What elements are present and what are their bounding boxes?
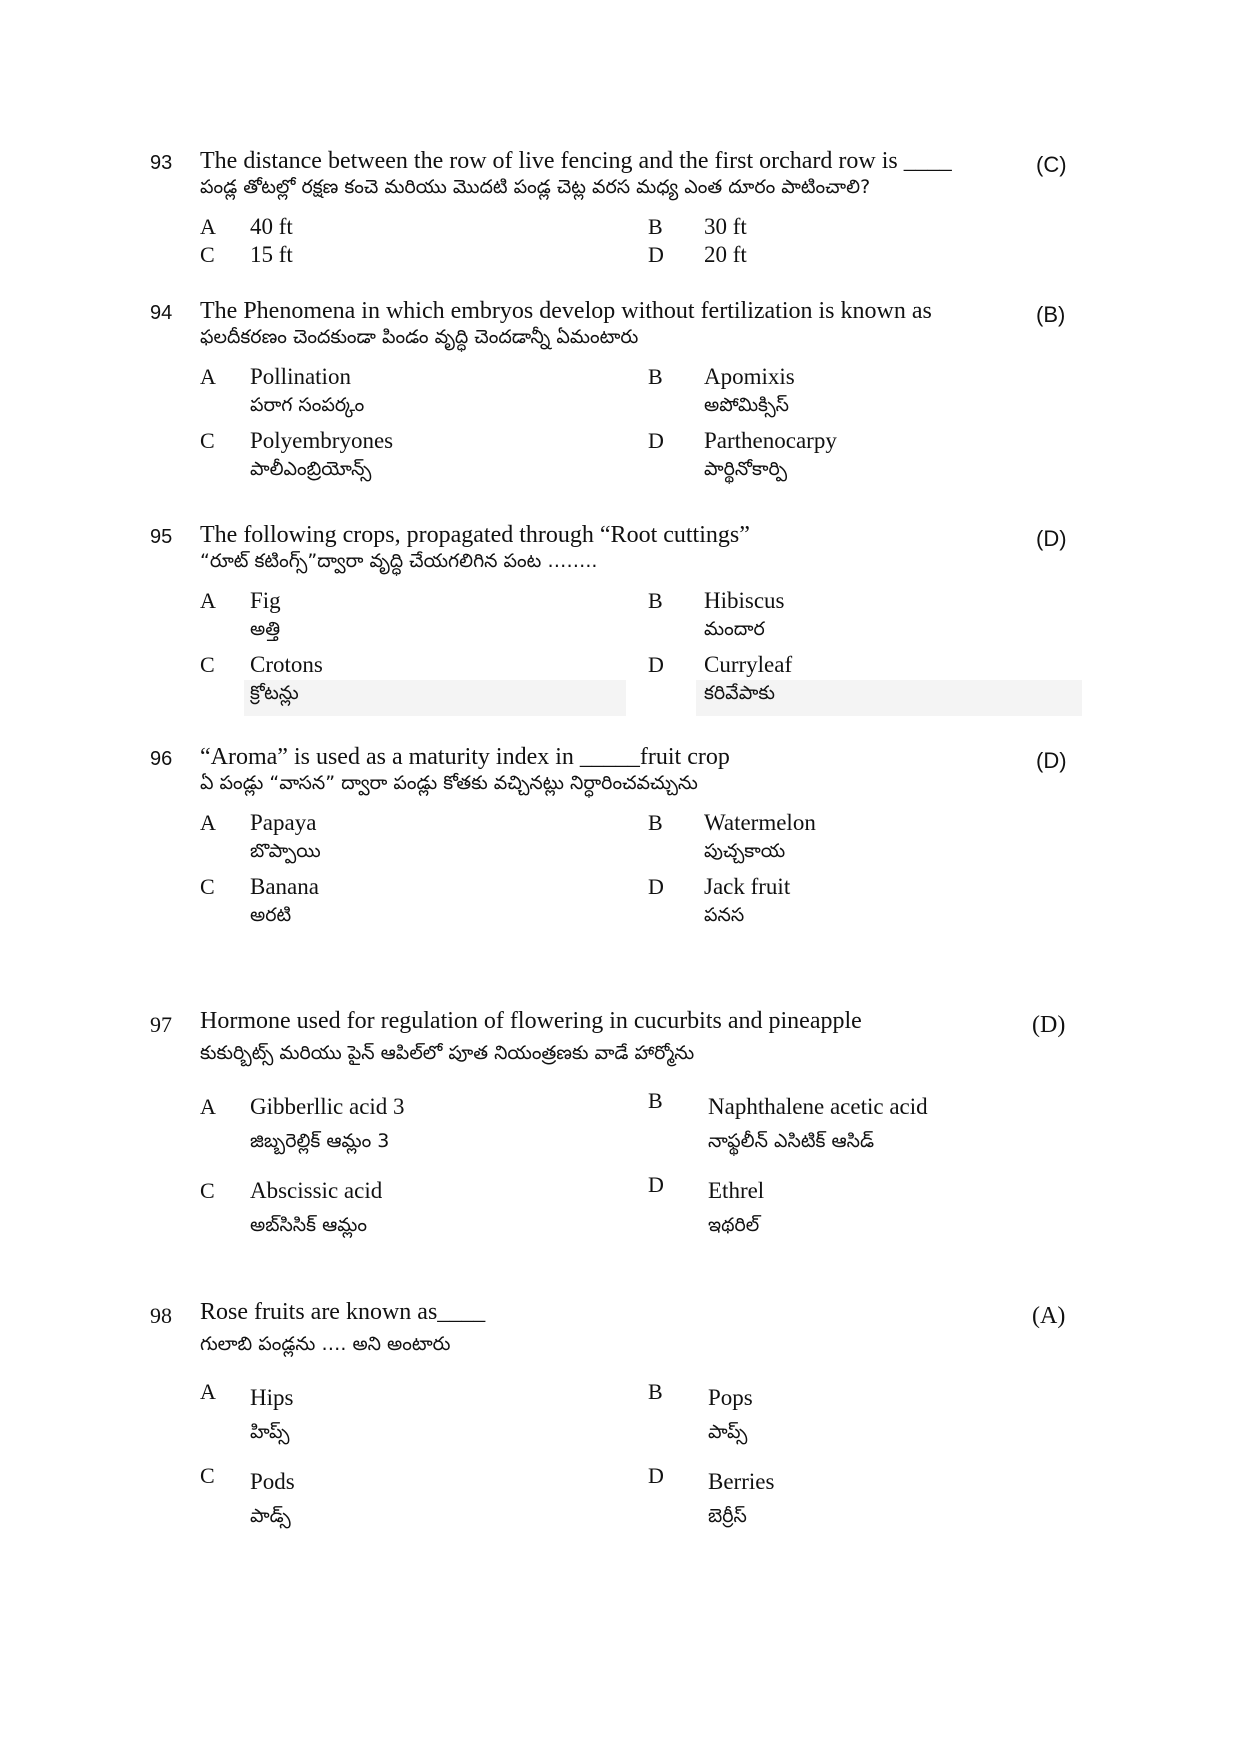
option-c-text: Pods bbox=[250, 1469, 295, 1494]
question-text: Rose fruits are known as____ bbox=[200, 1299, 486, 1325]
option-c-letter: C bbox=[200, 428, 215, 453]
answer-key: (B) bbox=[1036, 302, 1066, 327]
option-a-text: Papaya bbox=[250, 810, 317, 835]
option-b-letter: B bbox=[648, 364, 663, 389]
option-d-letter: D bbox=[648, 428, 664, 453]
question-number: 98 bbox=[150, 1303, 172, 1328]
option-d-text: Parthenocarpy bbox=[704, 428, 837, 453]
option-d-text: Berries bbox=[708, 1469, 775, 1494]
option-a-telugu: హిప్స్ bbox=[250, 1421, 290, 1443]
option-c-letter: C bbox=[200, 1463, 215, 1488]
question-text: Hormone used for regulation of flowering in cucurbits and pineapple bbox=[200, 1008, 862, 1034]
question-text-telugu: “రూట్ కటింగ్స్”ద్వారా వృద్ధి చేయగలిగిన పంట …….. bbox=[200, 550, 598, 572]
option-d-text: 20 ft bbox=[704, 242, 747, 267]
option-b-telugu: పుచ్చకాయ bbox=[704, 840, 786, 862]
answer-key: (D) bbox=[1036, 748, 1067, 773]
option-a-telugu: అత్తి bbox=[250, 618, 281, 640]
option-d-letter: D bbox=[648, 1172, 664, 1197]
option-b-letter: B bbox=[648, 1088, 663, 1113]
option-d-telugu: పనస bbox=[704, 904, 745, 926]
question-text-telugu: పండ్ల తోటల్లో రక్షణ కంచె మరియు మొదటి పండ్ల చెట్ల వరస మధ్య ఎంత దూరం పాటించాలి? bbox=[200, 176, 871, 198]
option-d-telugu: బెర్రీస్ bbox=[708, 1505, 747, 1527]
question-number: 96 bbox=[150, 748, 173, 770]
option-c-letter: C bbox=[200, 242, 215, 267]
option-a-letter: A bbox=[200, 1379, 216, 1404]
question-text-telugu: ఏ పండ్లు “వాసన” ద్వారా పండ్లు కోతకు వచ్చినట్లు నిర్ధారించవచ్చును bbox=[200, 772, 698, 794]
question-text: The following crops, propagated through “Root cuttings” bbox=[200, 522, 750, 548]
question-text: The Phenomena in which embryos develop without fertilization is known as bbox=[200, 298, 932, 324]
option-a-letter: A bbox=[200, 214, 216, 239]
option-c-text: Crotons bbox=[250, 652, 323, 677]
option-b-text: Apomixis bbox=[704, 364, 795, 389]
option-b-telugu: పాప్స్ bbox=[708, 1421, 748, 1443]
option-d-telugu: ఇథరిల్ bbox=[708, 1214, 760, 1236]
option-c-telugu: పాడ్స్ bbox=[250, 1505, 291, 1527]
option-b-letter: B bbox=[648, 588, 663, 613]
option-b-telugu: నాఫ్థలీన్ ఎసిటిక్ ఆసిడ్ bbox=[708, 1130, 874, 1152]
option-b-letter: B bbox=[648, 810, 663, 835]
question-text-telugu: గులాబి పండ్లను …. అని అంటారు bbox=[200, 1333, 451, 1355]
option-b-text: Watermelon bbox=[704, 810, 816, 835]
option-c-text: 15 ft bbox=[250, 242, 293, 267]
shaded-cell bbox=[244, 680, 626, 716]
option-b-letter: B bbox=[648, 214, 663, 239]
question-text-telugu: కుకుర్బిట్స్ మరియు పైన్ ఆపిల్‌లో పూత నియంత్రణకు వాడే హార్మోను bbox=[200, 1042, 695, 1064]
option-b-letter: B bbox=[648, 1379, 663, 1404]
option-b-text: Hibiscus bbox=[704, 588, 785, 613]
question-text-telugu: ఫలదీకరణం చెందకుండా పిండం వృద్ధి చెందడాన్నీ ఏమంటారు bbox=[200, 326, 639, 348]
option-d-text: Curryleaf bbox=[704, 652, 793, 677]
option-b-text: Pops bbox=[708, 1385, 753, 1410]
option-b-telugu: అపోమిక్సిస్ bbox=[704, 394, 790, 416]
question-number: 93 bbox=[150, 152, 173, 174]
question-text: The distance between the row of live fencing and the first orchard row is ____ bbox=[200, 148, 952, 174]
question-text: “Aroma” is used as a maturity index in _____fruit crop bbox=[200, 744, 730, 770]
option-a-letter: A bbox=[200, 810, 216, 835]
option-c-text: Banana bbox=[250, 874, 319, 899]
option-a-text: Gibberllic acid 3 bbox=[250, 1094, 405, 1119]
option-c-letter: C bbox=[200, 652, 215, 677]
option-c-letter: C bbox=[200, 1178, 215, 1203]
option-d-letter: D bbox=[648, 242, 664, 267]
question-number: 95 bbox=[150, 526, 173, 548]
option-a-letter: A bbox=[200, 588, 216, 613]
option-a-letter: A bbox=[200, 364, 216, 389]
option-d-letter: D bbox=[648, 1463, 664, 1488]
option-a-text: Pollination bbox=[250, 364, 351, 389]
option-c-text: Abscissic acid bbox=[250, 1178, 383, 1203]
option-c-text: Polyembryones bbox=[250, 428, 394, 453]
option-d-letter: D bbox=[648, 652, 664, 677]
option-c-telugu: అబ్‌సిసిక్ ఆమ్లం bbox=[250, 1214, 367, 1236]
option-d-letter: D bbox=[648, 874, 664, 899]
option-a-text: 40 ft bbox=[250, 214, 293, 239]
option-a-text: Fig bbox=[250, 588, 281, 613]
answer-key: (D) bbox=[1036, 526, 1067, 551]
answer-key: (D) bbox=[1032, 1012, 1066, 1038]
option-b-text: 30 ft bbox=[704, 214, 747, 239]
answer-key: (A) bbox=[1032, 1303, 1066, 1329]
option-b-text: Naphthalene acetic acid bbox=[708, 1094, 928, 1119]
option-a-telugu: పరాగ సంపర్కం bbox=[250, 394, 365, 416]
option-d-telugu: కరివేపాకు bbox=[704, 682, 775, 704]
question-number: 94 bbox=[150, 302, 173, 324]
option-d-telugu: పార్థినోకార్పి bbox=[704, 458, 788, 480]
option-c-telugu: క్రోటన్లు bbox=[250, 682, 299, 704]
option-d-text: Jack fruit bbox=[704, 874, 791, 899]
answer-key: (C) bbox=[1036, 152, 1067, 177]
option-d-text: Ethrel bbox=[708, 1178, 765, 1203]
question-number: 97 bbox=[150, 1012, 172, 1037]
option-b-telugu: మందార bbox=[704, 618, 765, 640]
option-a-telugu: జిబ్బరెల్లిక్ ఆమ్లం 3 bbox=[250, 1130, 390, 1152]
option-c-letter: C bbox=[200, 874, 215, 899]
option-a-letter: A bbox=[200, 1094, 216, 1119]
option-a-telugu: బొప్పాయి bbox=[250, 840, 321, 862]
option-a-text: Hips bbox=[250, 1385, 294, 1410]
option-c-telugu: అరటి bbox=[250, 904, 292, 926]
option-c-telugu: పాలీఎంబ్రియోన్స్ bbox=[250, 458, 372, 480]
